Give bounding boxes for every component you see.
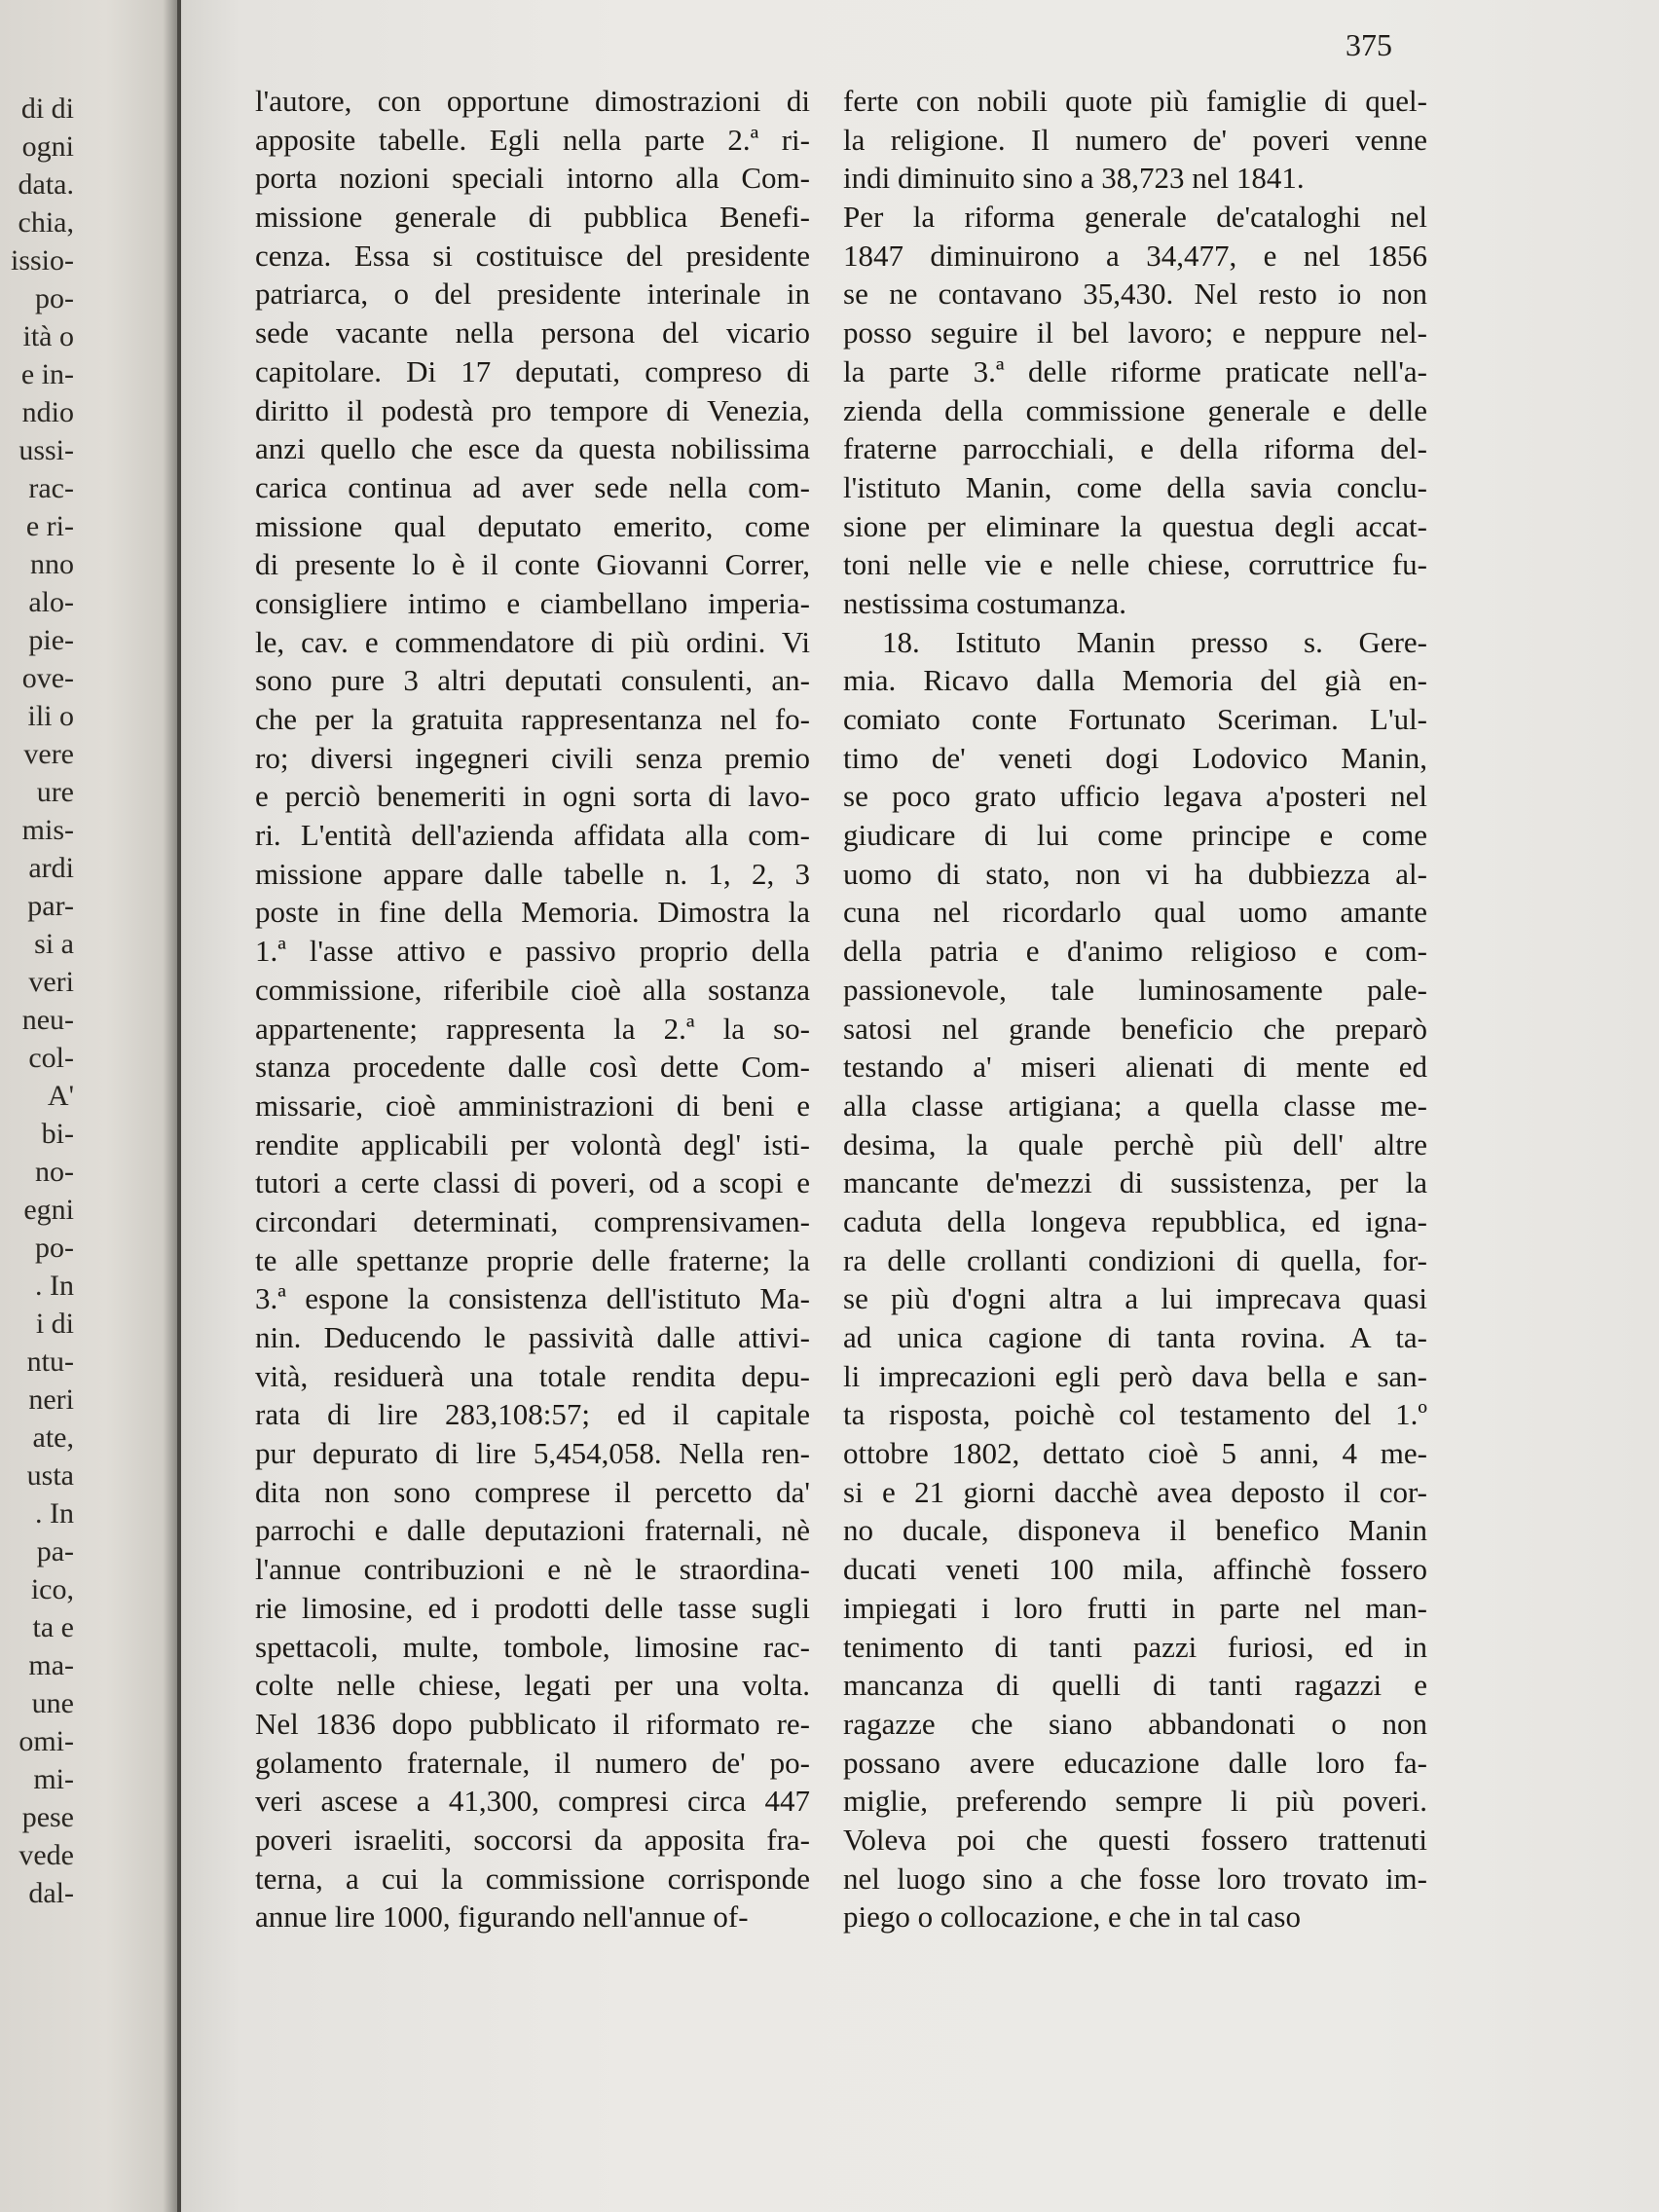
text-line: nestissima costumanza.: [843, 585, 1126, 620]
text-line: rendite applicabili per volontà degl' isti-: [255, 1126, 810, 1161]
text-line: pur depurato di lire 5,454,058. Nella ren-: [255, 1436, 810, 1471]
facing-page-fragment: ta e: [32, 1611, 74, 1643]
text-line: li imprecazioni egli però dava bella e san-: [843, 1358, 1427, 1393]
facing-page-fragment: vede: [18, 1839, 74, 1871]
text-line: patriarca, o del presidente interinale in: [255, 276, 810, 312]
text-line: miglie, preferendo sempre li più poveri.: [843, 1784, 1427, 1819]
text-line: zienda della commissione generale e delle: [843, 392, 1427, 427]
facing-page-fragment: ate,: [32, 1421, 74, 1454]
left-text-column: [255, 82, 810, 1936]
facing-page-fragment: data.: [18, 168, 74, 201]
facing-page-fragment: . In: [35, 1270, 74, 1302]
text-line: e perciò benemeriti in ogni sorta di lavo-: [255, 779, 810, 814]
text-line: missarie, cioè amministrazioni di beni e: [255, 1088, 810, 1123]
facing-page-fragment: po-: [35, 1232, 74, 1264]
text-line: che per la gratuita rappresentanza nel fo-: [255, 702, 810, 736]
text-line: alla classe artigiana; a quella classe me-: [843, 1088, 1427, 1123]
facing-page-text: [0, 90, 177, 1912]
text-line: sono pure 3 altri deputati consulenti, an-: [255, 663, 810, 698]
text-line: la parte 3.ª delle riforme praticate nell'a-: [843, 353, 1427, 388]
text-line: terna, a cui la commissione corrisponde: [255, 1861, 810, 1896]
text-line: tutori a certe classi di poveri, od a scopi e: [255, 1165, 810, 1200]
facing-page-fragment: omi-: [18, 1725, 74, 1757]
facing-page-fragment: alo-: [28, 586, 74, 618]
text-line: satosi nel grande beneficio che preparò: [843, 1011, 1427, 1046]
text-line: ri. L'entità dell'azienda affidata alla com-: [255, 818, 810, 853]
text-line: missione qual deputato emerito, come: [255, 508, 810, 543]
facing-page-fragment: ità o: [22, 320, 74, 352]
text-line: mancanza di quelli di tanti ragazzi e: [843, 1668, 1427, 1703]
text-line: porta nozioni speciali intorno alla Com-: [255, 161, 810, 196]
text-line: circondari determinati, comprensivamen-: [255, 1203, 810, 1238]
text-line: veri ascese a 41,300, compresi circa 447: [255, 1784, 810, 1819]
facing-page-edge: [0, 0, 177, 2212]
text-line: rata di lire 283,108:57; ed il capitale: [255, 1397, 810, 1432]
facing-page-fragment: ma-: [28, 1649, 74, 1681]
facing-page-fragment: po-: [35, 282, 74, 314]
text-line: commissione, riferibile cioè alla sostanza: [255, 972, 810, 1007]
text-line: della patria e d'animo religioso e com-: [843, 934, 1427, 969]
text-line: sede vacante nella persona del vicario: [255, 315, 810, 350]
text-line: 18. Istituto Manin presso s. Gere-: [882, 624, 1427, 659]
text-line: 1.ª l'asse attivo e passivo proprio della: [255, 934, 810, 969]
text-line: Voleva poi che questi fossero trattenuti: [843, 1822, 1427, 1857]
text-line: ragazze che siano abbandonati o non: [843, 1706, 1427, 1741]
facing-page-fragment: neu-: [21, 1004, 74, 1036]
text-line: vità, residuerà una totale rendita depu-: [255, 1358, 810, 1393]
text-line: capitolare. Di 17 deputati, compreso di: [255, 353, 810, 388]
facing-page-fragment: une: [31, 1687, 74, 1719]
text-line: 3.ª espone la consistenza dell'istituto Ma-: [255, 1281, 810, 1316]
text-line: parrochi e dalle deputazioni fraternali, nè: [255, 1513, 810, 1548]
text-line: indi diminuito sino a 38,723 nel 1841.: [843, 161, 1305, 196]
text-line: posso seguire il bel lavoro; e neppure nel-: [843, 315, 1427, 350]
text-line: timo de' veneti dogi Lodovico Manin,: [843, 740, 1427, 775]
text-line: testando a' miseri alienati di mente ed: [843, 1050, 1427, 1085]
text-line: ad unica cagione di tanta rovina. A ta-: [843, 1320, 1427, 1354]
text-line: possano avere educazione dalle loro fa-: [843, 1745, 1427, 1780]
text-line: si e 21 giorni dacchè avea deposto il cor-: [843, 1474, 1427, 1509]
text-line: Nel 1836 dopo pubblicato il riformato re-: [255, 1706, 810, 1741]
text-line: rie limosine, ed i prodotti delle tasse sugli: [255, 1590, 810, 1625]
text-line: ta risposta, poichè col testamento del 1.º: [843, 1397, 1427, 1432]
text-line: poveri israeliti, soccorsi da apposita fra-: [255, 1822, 810, 1857]
text-line: stanza procedente dalle così dette Com-: [255, 1050, 810, 1085]
text-line: spettacoli, multe, tombole, limosine rac-: [255, 1629, 810, 1664]
facing-page-fragment: ove-: [21, 662, 74, 694]
facing-page-fragment: par-: [27, 890, 74, 922]
text-line: dita non sono comprese il percetto da': [255, 1474, 810, 1509]
text-line: no ducale, disponeva il benefico Manin: [843, 1513, 1427, 1548]
facing-page-fragment: ico,: [30, 1573, 74, 1605]
text-line: l'autore, con opportune dimostrazioni di: [255, 84, 810, 118]
facing-page-fragment: mi-: [33, 1763, 74, 1795]
facing-page-fragment: no-: [35, 1156, 74, 1188]
text-line: ra delle crollanti condizioni di quella, for-: [843, 1242, 1427, 1277]
text-line: l'annue contribuzioni e nè le straordina-: [255, 1552, 810, 1587]
facing-page-fragment: mis-: [21, 814, 74, 846]
text-line: fraterne parrocchiali, e della riforma del-: [843, 431, 1427, 466]
text-line: annue lire 1000, figurando nell'annue of-: [255, 1899, 749, 1935]
text-line: consigliere intimo e ciambellano imperia-: [255, 585, 810, 620]
facing-page-fragment: i di: [35, 1308, 74, 1340]
facing-page-fragment: usta: [26, 1459, 74, 1492]
text-line: sione per eliminare la questua degli accat-: [843, 508, 1427, 543]
text-line: golamento fraternale, il numero de' po-: [255, 1745, 810, 1780]
text-line: cuna nel ricordarlo qual uomo amante: [843, 895, 1427, 930]
facing-page-fragment: di di: [20, 92, 74, 125]
facing-page-fragment: ndio: [21, 396, 74, 428]
text-line: giudicare di lui come principe e come: [843, 818, 1427, 853]
text-line: tenimento di tanti pazzi furiosi, ed in: [843, 1629, 1427, 1664]
facing-page-fragment: si a: [34, 928, 74, 960]
text-line: ro; diversi ingegneri civili senza premio: [255, 740, 810, 775]
facing-page-fragment: ntu-: [26, 1346, 74, 1378]
text-line: passionevole, tale luminosamente pale-: [843, 972, 1427, 1007]
facing-page-fragment: veri: [28, 966, 74, 998]
text-line: uomo di stato, non vi ha dubbiezza al-: [843, 856, 1427, 891]
text-line: anzi quello che esce da questa nobilissima: [255, 431, 810, 466]
facing-page-fragment: chia,: [18, 206, 74, 239]
facing-page-fragment: egni: [23, 1194, 74, 1226]
facing-page-fragment: dal-: [28, 1877, 74, 1909]
text-line: mancante de'mezzi di sussistenza, per la: [843, 1165, 1427, 1200]
text-line: se ne contavano 35,430. Nel resto io non: [843, 276, 1427, 312]
facing-page-fragment: e ri-: [25, 510, 74, 542]
text-line: apposite tabelle. Egli nella parte 2.ª ri-: [255, 122, 810, 157]
page-number: 375: [1346, 27, 1392, 62]
text-line: 1847 diminuirono a 34,477, e nel 1856: [843, 238, 1427, 273]
facing-page-fragment: nno: [30, 548, 74, 580]
facing-page-fragment: ure: [36, 776, 74, 808]
facing-page-fragment: col-: [28, 1042, 74, 1074]
facing-page-fragment: issio-: [10, 244, 74, 276]
facing-page-fragment: ili o: [27, 700, 74, 732]
facing-page-fragment: pese: [21, 1801, 74, 1833]
text-line: cenza. Essa si costituisce del presidente: [255, 238, 810, 273]
text-line: la religione. Il numero de' poveri venne: [843, 122, 1427, 157]
text-line: nel luogo sino a che fosse loro trovato im-: [843, 1861, 1427, 1896]
text-line: missione appare dalle tabelle n. 1, 2, 3: [255, 856, 810, 891]
text-line: nin. Deducendo le passività dalle attivi-: [255, 1320, 810, 1354]
text-line: piego o collocazione, e che in tal caso: [843, 1899, 1301, 1935]
facing-page-fragment: neri: [28, 1383, 74, 1416]
text-line: l'istituto Manin, come della savia conclu-: [843, 469, 1427, 504]
text-line: ferte con nobili quote più famiglie di quel-: [843, 84, 1427, 118]
text-line: caduta della longeva repubblica, ed igna-: [843, 1203, 1427, 1238]
facing-page-fragment: ardi: [28, 852, 74, 884]
facing-page-fragment: A': [47, 1080, 74, 1112]
text-line: carica continua ad aver sede nella com-: [255, 469, 810, 504]
text-line: Per la riforma generale de'cataloghi nel: [843, 200, 1427, 235]
facing-page-fragment: ussi-: [18, 434, 74, 466]
text-line: di presente lo è il conte Giovanni Correr,: [255, 547, 810, 582]
text-line: ducati veneti 100 mila, affinchè fossero: [843, 1552, 1427, 1587]
facing-page-fragment: e in-: [20, 358, 74, 390]
text-line: poste in fine della Memoria. Dimostra la: [255, 895, 810, 930]
text-line: appartenente; rappresenta la 2.ª la so-: [255, 1011, 810, 1046]
facing-page-fragment: pa-: [36, 1535, 74, 1567]
facing-page-fragment: ogni: [21, 130, 74, 163]
facing-page-fragment: pie-: [28, 624, 74, 656]
text-line: se più d'ogni altra a lui imprecava quasi: [843, 1281, 1427, 1316]
text-line: le, cav. e commendatore di più ordini. Vi: [255, 624, 810, 659]
text-line: se poco grato ufficio legava a'posteri nel: [843, 779, 1427, 814]
text-line: missione generale di pubblica Benefi-: [255, 200, 810, 235]
text-line: diritto il podestà pro tempore di Venezia,: [255, 392, 810, 427]
facing-page-fragment: rac-: [28, 472, 74, 504]
facing-page-fragment: . In: [35, 1497, 74, 1530]
text-line: comiato conte Fortunato Sceriman. L'ul-: [843, 702, 1427, 736]
text-line: ottobre 1802, dettato cioè 5 anni, 4 me-: [843, 1436, 1427, 1471]
text-line: mia. Ricavo dalla Memoria del già en-: [843, 663, 1427, 698]
text-line: desima, la quale perchè più dell' altre: [843, 1126, 1427, 1161]
text-line: te alle spettanze proprie delle fraterne; la: [255, 1242, 810, 1277]
text-line: impiegati i loro frutti in parte nel man-: [843, 1590, 1427, 1625]
text-line: toni nelle vie e nelle chiese, corruttrice fu-: [843, 547, 1427, 582]
facing-page-fragment: bi-: [41, 1118, 74, 1150]
text-line: colte nelle chiese, legati per una volta.: [255, 1668, 810, 1703]
right-text-column: [843, 82, 1427, 1936]
facing-page-fragment: vere: [23, 738, 74, 770]
